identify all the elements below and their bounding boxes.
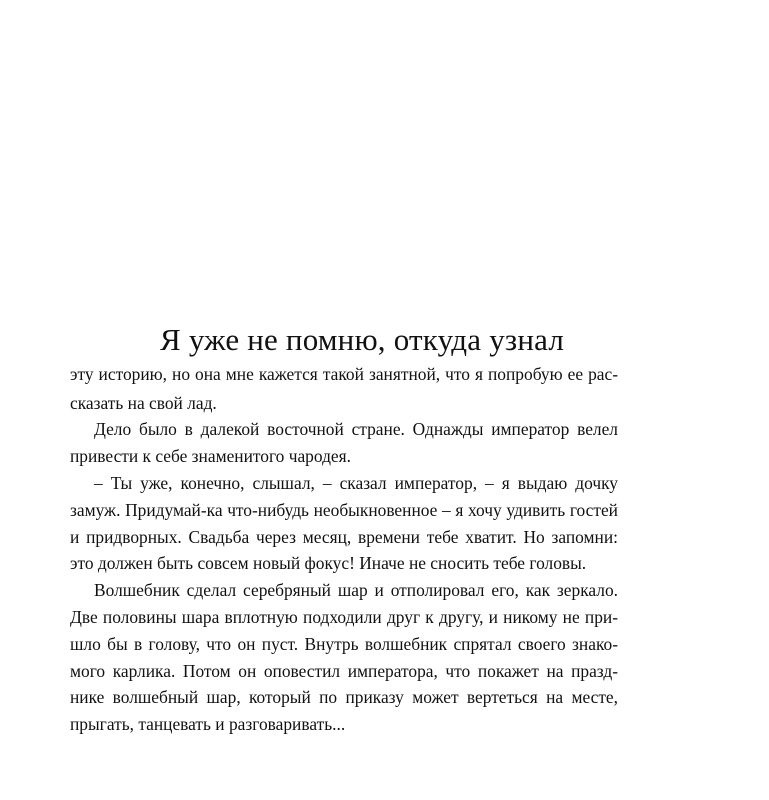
text-line: нике волшебный шар, который по приказу может вертеться на месте, <box>70 687 618 707</box>
text-line: Волшебник сделал серебряный шар и отполировал его, как зеркало. <box>94 580 618 600</box>
text-line: и придворных. Свадьба через месяц, времени тебе хватит. Но запомни: <box>70 527 618 547</box>
text-line: Две половины шара вплотную подходили друг к другу, и никому не при- <box>70 607 618 627</box>
text-line: эту историю, но она мне кажется такой занятной, что я попробую ее рас- <box>70 364 618 384</box>
text-line: прыгать, танцевать и разговаривать... <box>70 714 346 734</box>
text-line: замуж. Придумай-ка что-нибудь необыкновенное – я хочу удивить гостей <box>70 500 618 520</box>
text-line: это должен быть совсем новый фокус! Иначе не сносить тебе головы. <box>70 553 587 573</box>
text-line: – Ты уже, конечно, слышал, – сказал император, – я выдаю дочку <box>94 473 618 493</box>
text-line: сказать на свой лад. <box>70 393 217 413</box>
text-line: привести к себе знаменитого чародея. <box>70 446 351 466</box>
opening-line: Я уже не помню, откуда узнал <box>160 322 565 357</box>
text-line: Дело было в далекой восточной стране. Однажды император велел <box>94 419 618 439</box>
text-line: мого карлика. Потом он оповестил императора, что покажет на празд- <box>70 661 618 681</box>
text-line: шло бы в голову, что он пуст. Внутрь волшебник спрятал своего знако- <box>70 634 618 654</box>
